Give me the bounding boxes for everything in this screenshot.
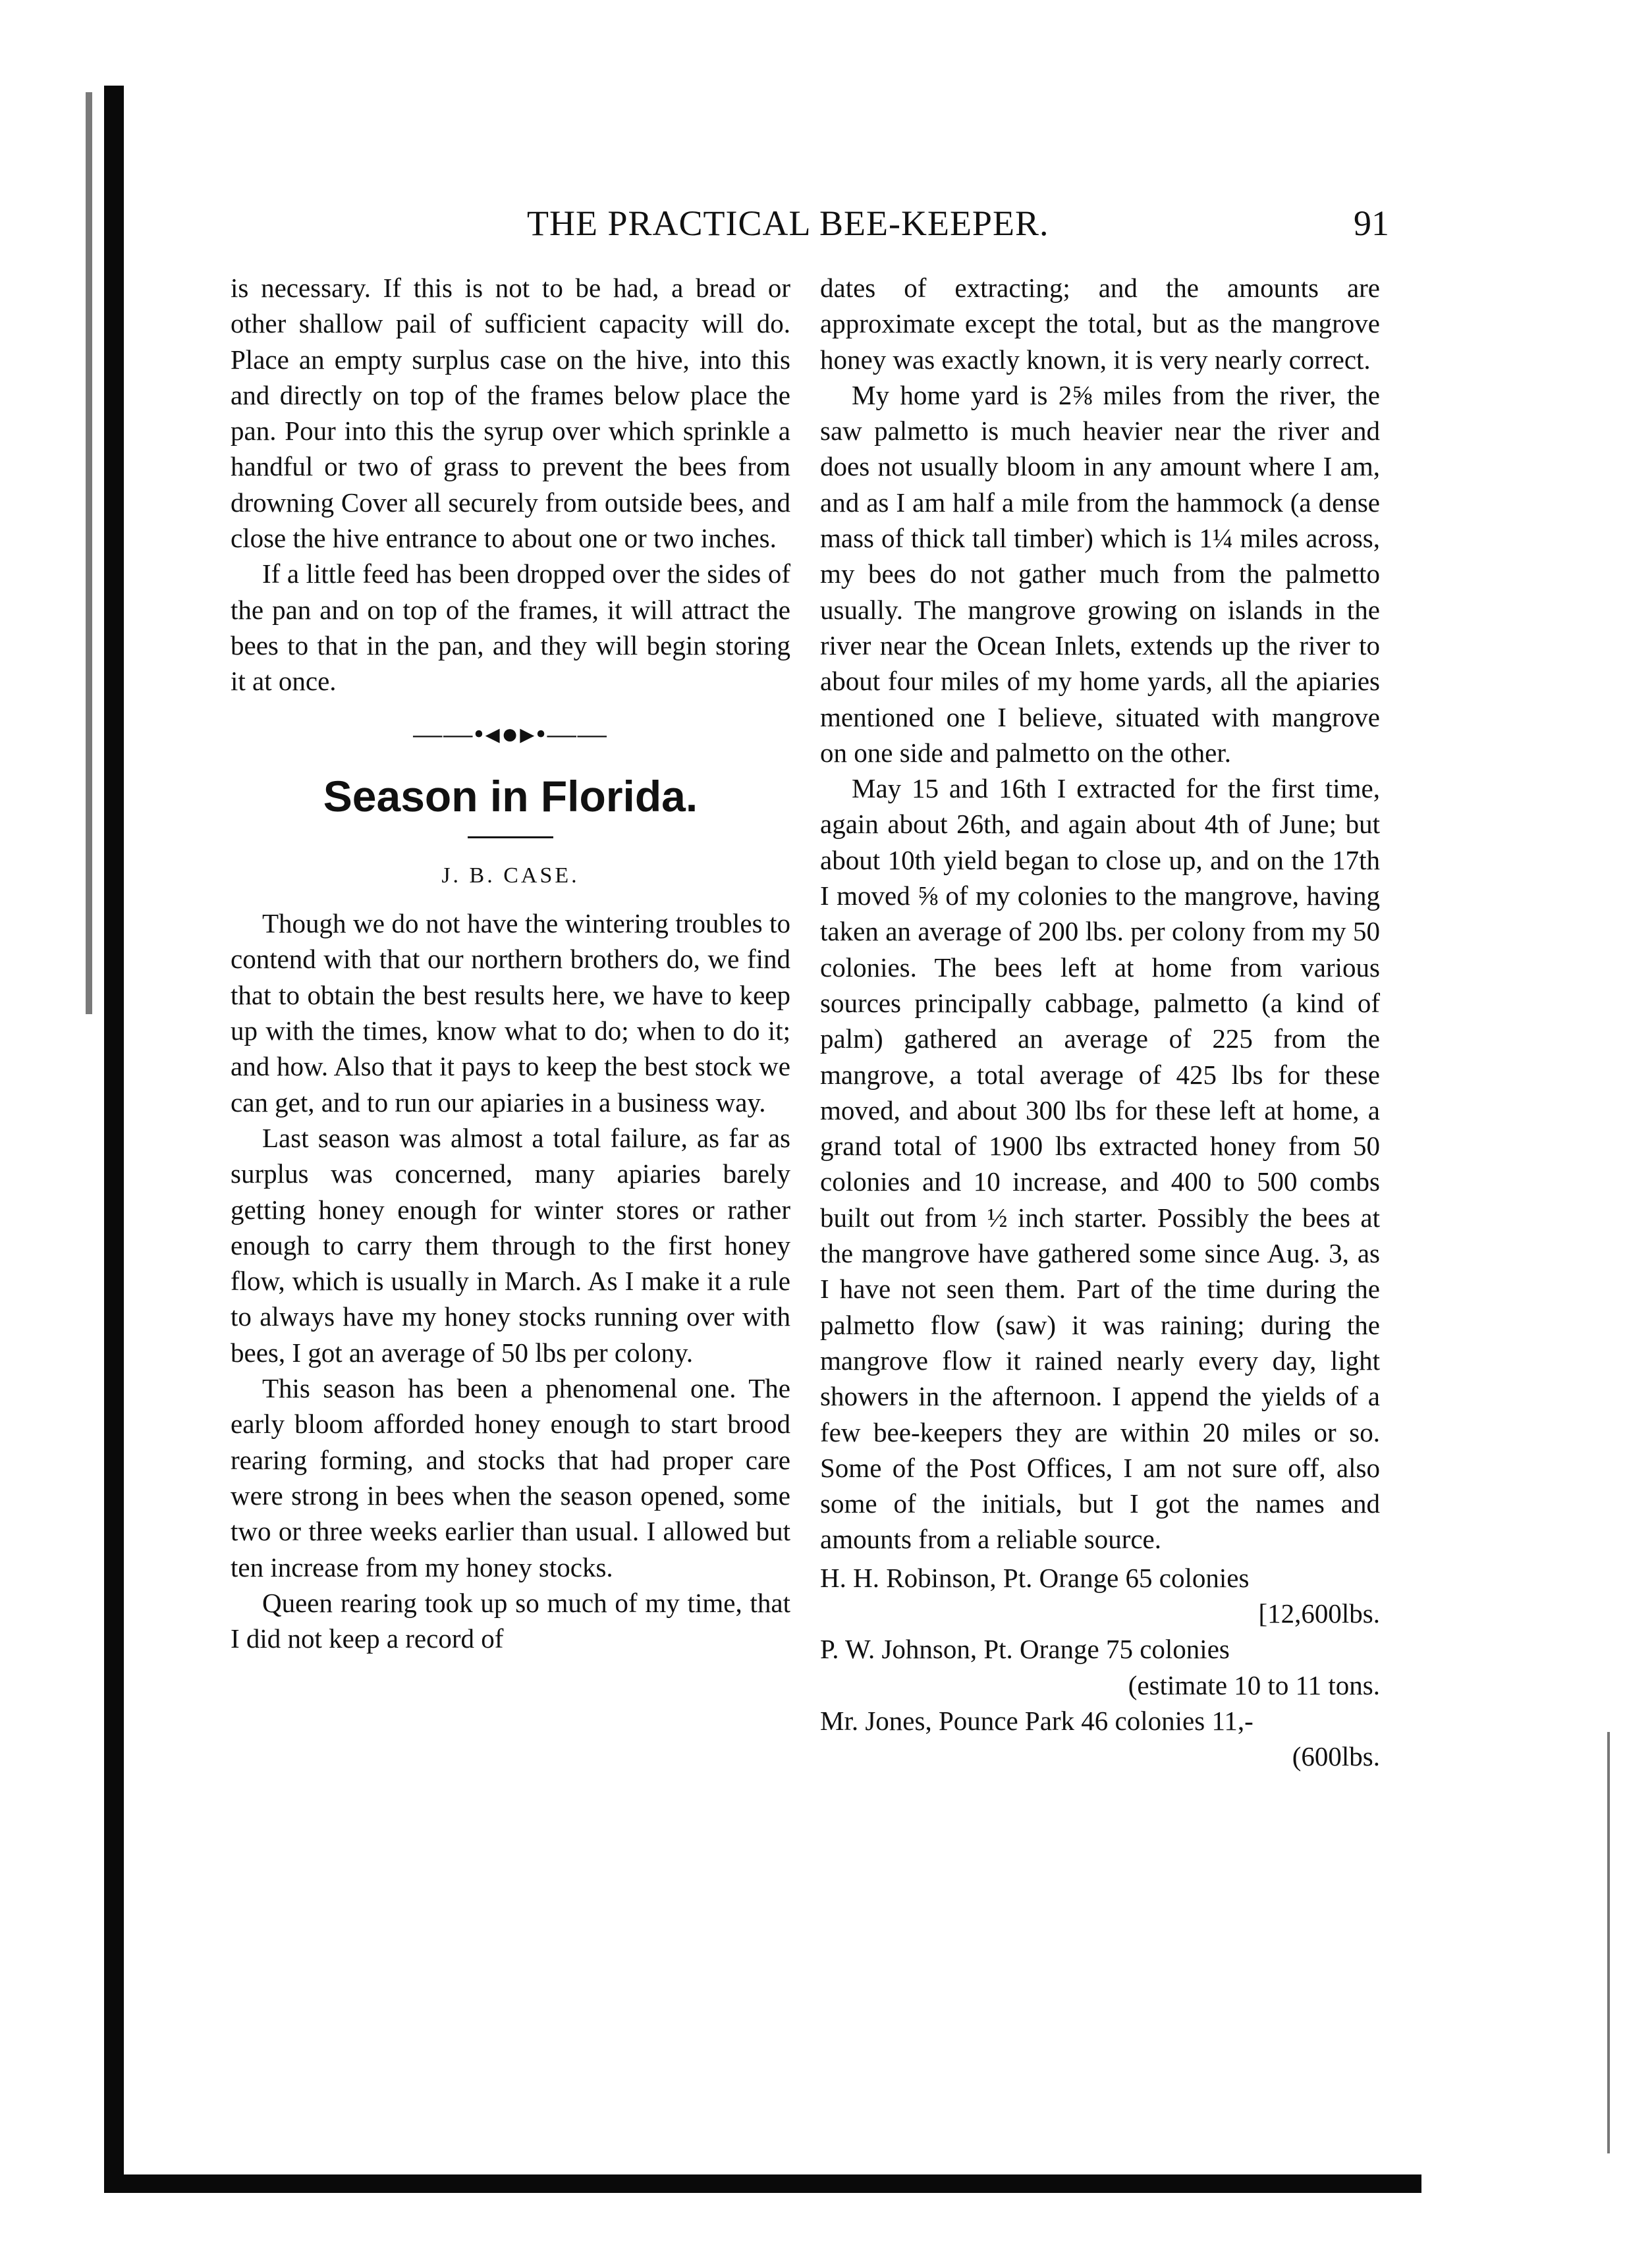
- article-paragraph-3: This season has been a phenomenal one. The early bloom afforded honey enough to start brood rearing forming, and stocks that had proper care were strong in bees when the season opened, some two or three weeks earlier than usual. I allowed but ten increase from my honey stocks.: [231, 1373, 790, 1582]
- yield-entry: [820, 1703, 1380, 1775]
- yields-list: [820, 1560, 1380, 1775]
- continued-paragraph: is necessary. If this is not to be had, a bread or other shallow pail of sufficient capacity will do. Place an empty surplus case on the hive, into this and directly on top of the frames below place the pan. Pour into this the syrup over which sprinkle a handful or two of grass to prevent the bees from drowning Cover all securely from outside bees, and close the hive entrance to about one or two inches.: [231, 273, 790, 554]
- title-rule: [468, 836, 553, 838]
- feed-paragraph: If a little feed has been dropped over the sides of the pan and on top of the frames, it will attract the bees to that in the pan, and they will begin storing it at once.: [231, 558, 790, 697]
- page-number: 91: [1354, 203, 1389, 243]
- article-paragraph-5: My home yard is 2⅝ miles from the river, the saw palmetto is much heavier near the river and does not usually bloom in any amount where I am, and as I am half a mile from the hammock (a dense mass of thick tall timber) which is 1¼ miles across, my bees do not gather much from the palmetto usually. The mangrove growing on islands in the river near the Ocean Inlets, extends up the river to about four miles of my home yards, all the apiaries mentioned one I believe, situated with mangrove on one side and palmetto on the other.: [820, 379, 1380, 768]
- yield-continuation: (600lbs.: [1292, 1741, 1380, 1772]
- running-head: [0, 203, 1625, 249]
- yield-line: H. H. Robinson, Pt. Orange 65 colonies: [820, 1562, 1250, 1593]
- article-byline: J. B. CASE.: [441, 863, 580, 888]
- article-paragraph-1: Though we do not have the wintering troubles to contend with that our northern brothers do, we find that to obtain the best results here, we have to keep up with the times, know what to do; when to do it; and how. Also that it pays to keep the best stock we can get, and to run our apiaries in a business way.: [231, 908, 790, 1118]
- article-paragraph-4: Queen rearing took up so much of my time, that I did not keep a record of: [231, 1587, 790, 1654]
- section-ornament: ——•◂●▸•——: [413, 717, 608, 750]
- article-paragraph-2: Last season was almost a total failure, as far as surplus was concerned, many apiaries barely getting honey enough for winter stores or rather enough to carry them through to the first honey flow, which is usually in March. As I make it a rule to always have my honey stocks running over with bees, I got an average of 50 lbs per colony.: [231, 1122, 790, 1368]
- running-title: THE PRACTICAL BEE-KEEPER.: [527, 203, 1049, 243]
- yield-continuation: (estimate 10 to 11 tons.: [1128, 1669, 1380, 1700]
- right-column: [820, 270, 1380, 1774]
- yield-line: Mr. Jones, Pounce Park 46 colonies 11,-: [820, 1705, 1253, 1736]
- continued-paragraph-right: dates of extracting; and the amounts are approximate except the total, but as the mangrove honey was exactly known, it is very nearly correct.: [820, 273, 1380, 375]
- article-title: Season in Florida.: [323, 771, 698, 821]
- left-column: [231, 270, 790, 1656]
- page-edge-mark: [1607, 1732, 1610, 2153]
- binding-bottom-edge: [104, 2174, 1421, 2193]
- yield-continuation: [12,600lbs.: [1258, 1598, 1380, 1629]
- yield-entry: [820, 1631, 1380, 1703]
- yield-entry: [820, 1560, 1380, 1632]
- binding-bar: [104, 86, 124, 2183]
- article-paragraph-6: May 15 and 16th I extracted for the first time, again about 26th, and again about 4th of June; but about 10th yield began to close up, and on the 17th I moved ⅝ of my colonies to the mangrove, having taken an average of 200 lbs. per colony from my 50 colonies. The bees left at home from various sources principally cabbage, palmetto (a kind of palm) gathered an average of 225 from the mangrove, a total average of 425 lbs for these moved, and about 300 lbs for these left at home, a grand total of 1900 lbs extracted honey from 50 colonies and 10 increase, and 400 to 500 combs built out from ½ inch starter. Possibly the bees at the mangrove have gathered some since Aug. 3, as I have not seen them. Part of the time during the palmetto flow (saw) it was raining; during the mangrove flow it rained nearly every day, light showers in the afternoon. I append the yields of a few bee-keepers they are within 20 miles or so. Some of the Post Offices, I am not sure off, also some of the initials, but I got the names and amounts from a reliable source.: [820, 773, 1380, 1555]
- yield-line: P. W. Johnson, Pt. Orange 75 colonies: [820, 1634, 1230, 1665]
